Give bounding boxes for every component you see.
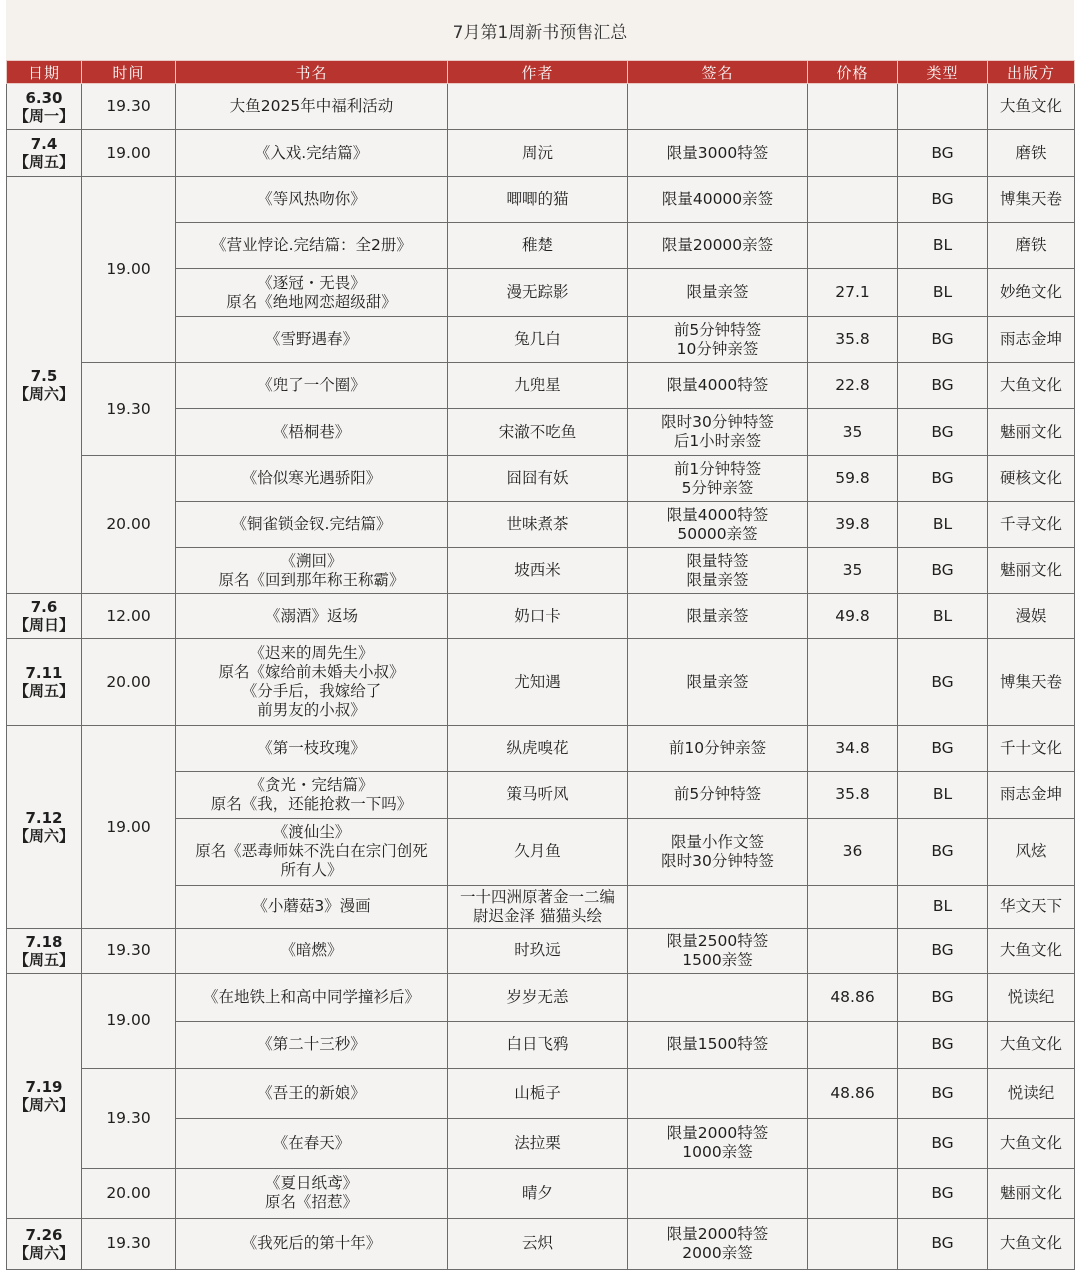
type-cell: BL xyxy=(898,772,988,818)
signature-cell: 限量亲签 xyxy=(628,594,808,639)
type-cell: BG xyxy=(898,363,988,409)
type-cell: BG xyxy=(898,317,988,363)
price-cell: 39.8 xyxy=(808,502,898,548)
date-cell: 7.18 【周五】 xyxy=(7,928,82,973)
type-cell: BG xyxy=(898,1118,988,1168)
time-cell: 19.30 xyxy=(82,928,176,973)
presale-table xyxy=(6,60,1075,1270)
signature-cell: 限量亲签 xyxy=(628,269,808,317)
table-row xyxy=(7,363,1075,409)
book-title-cell: 《第一枝玫瑰》 xyxy=(176,726,448,772)
signature-cell xyxy=(628,1168,808,1218)
price-cell xyxy=(808,928,898,973)
price-cell: 34.8 xyxy=(808,726,898,772)
book-title-cell: 《铜雀锁金钗.完结篇》 xyxy=(176,502,448,548)
price-cell xyxy=(808,130,898,177)
signature-cell: 前10分钟亲签 xyxy=(628,726,808,772)
price-cell xyxy=(808,885,898,928)
publisher-cell: 硬核文化 xyxy=(988,456,1075,502)
publisher-cell: 大鱼文化 xyxy=(988,84,1075,130)
book-title-cell: 《梧桐巷》 xyxy=(176,409,448,456)
date-cell: 7.6 【周日】 xyxy=(7,594,82,639)
publisher-cell: 悦读纪 xyxy=(988,973,1075,1021)
type-cell: BG xyxy=(898,639,988,726)
publisher-cell: 大鱼文化 xyxy=(988,928,1075,973)
col-header-price: 价格 xyxy=(808,61,898,84)
table-row xyxy=(7,639,1075,726)
price-cell: 22.8 xyxy=(808,363,898,409)
price-cell xyxy=(808,1218,898,1269)
author-cell: 稚楚 xyxy=(448,223,628,269)
book-title-cell: 《等风热吻你》 xyxy=(176,177,448,223)
table-row xyxy=(7,928,1075,973)
signature-cell: 限量4000特签 xyxy=(628,363,808,409)
author-cell: 晴夕 xyxy=(448,1168,628,1218)
col-header-publisher: 出版方 xyxy=(988,61,1075,84)
book-title-cell: 《暗燃》 xyxy=(176,928,448,973)
signature-cell: 限量小作文签 限时30分钟特签 xyxy=(628,818,808,885)
publisher-cell: 博集天卷 xyxy=(988,177,1075,223)
book-title-cell: 《在地铁上和高中同学撞衫后》 xyxy=(176,973,448,1021)
header-row xyxy=(7,61,1075,84)
publisher-cell: 魅丽文化 xyxy=(988,1168,1075,1218)
price-cell: 27.1 xyxy=(808,269,898,317)
book-title-cell: 《雪野遇春》 xyxy=(176,317,448,363)
author-cell: 岁岁无恙 xyxy=(448,973,628,1021)
publisher-cell: 魅丽文化 xyxy=(988,548,1075,594)
type-cell: BL xyxy=(898,223,988,269)
signature-cell: 前5分钟特签 xyxy=(628,772,808,818)
time-cell: 20.00 xyxy=(82,639,176,726)
author-cell: 策马听风 xyxy=(448,772,628,818)
time-cell: 19.30 xyxy=(82,363,176,456)
table-row xyxy=(7,84,1075,130)
signature-cell: 限量3000特签 xyxy=(628,130,808,177)
signature-cell: 前1分钟特签 5分钟亲签 xyxy=(628,456,808,502)
time-cell: 19.30 xyxy=(82,1218,176,1269)
author-cell: 法拉栗 xyxy=(448,1118,628,1168)
author-cell: 时玖远 xyxy=(448,928,628,973)
time-cell: 19.30 xyxy=(82,84,176,130)
page-title: 7月第1周新书预售汇总 xyxy=(6,0,1074,60)
signature-cell: 限量4000特签 50000亲签 xyxy=(628,502,808,548)
table-row xyxy=(7,177,1075,223)
book-title-cell: 《渡仙尘》 原名《恶毒师妹不洗白在宗门创死 所有人》 xyxy=(176,818,448,885)
table-row xyxy=(7,1168,1075,1218)
book-title-cell: 《第二十三秒》 xyxy=(176,1021,448,1068)
date-cell: 7.12 【周六】 xyxy=(7,726,82,928)
time-cell: 12.00 xyxy=(82,594,176,639)
col-header-author: 作者 xyxy=(448,61,628,84)
price-cell: 48.86 xyxy=(808,1068,898,1118)
price-cell xyxy=(808,1118,898,1168)
author-cell: 囧囧有妖 xyxy=(448,456,628,502)
book-title-cell: 《营业悖论.完结篇：全2册》 xyxy=(176,223,448,269)
time-cell: 19.00 xyxy=(82,973,176,1068)
author-cell: 尤知遇 xyxy=(448,639,628,726)
book-title-cell: 《兜了一个圈》 xyxy=(176,363,448,409)
signature-cell: 限量2000特签 2000亲签 xyxy=(628,1218,808,1269)
type-cell: BG xyxy=(898,973,988,1021)
type-cell: BL xyxy=(898,502,988,548)
publisher-cell: 魅丽文化 xyxy=(988,409,1075,456)
price-cell: 35.8 xyxy=(808,772,898,818)
time-cell: 20.00 xyxy=(82,1168,176,1218)
author-cell: 唧唧的猫 xyxy=(448,177,628,223)
signature-cell xyxy=(628,84,808,130)
signature-cell: 限时30分钟特签 后1小时亲签 xyxy=(628,409,808,456)
price-cell: 35 xyxy=(808,409,898,456)
author-cell: 坡西米 xyxy=(448,548,628,594)
signature-cell xyxy=(628,885,808,928)
date-cell: 7.26 【周六】 xyxy=(7,1218,82,1269)
col-header-type: 类型 xyxy=(898,61,988,84)
publisher-cell: 千十文化 xyxy=(988,726,1075,772)
type-cell: BG xyxy=(898,1218,988,1269)
col-header-book: 书名 xyxy=(176,61,448,84)
publisher-cell: 大鱼文化 xyxy=(988,1118,1075,1168)
date-cell: 7.5 【周六】 xyxy=(7,177,82,594)
publisher-cell: 悦读纪 xyxy=(988,1068,1075,1118)
book-title-cell: 《恰似寒光遇骄阳》 xyxy=(176,456,448,502)
signature-cell: 限量20000亲签 xyxy=(628,223,808,269)
date-cell: 7.19 【周六】 xyxy=(7,973,82,1218)
signature-cell xyxy=(628,973,808,1021)
table-body xyxy=(7,84,1075,1270)
book-title-cell: 《溯回》 原名《回到那年称王称霸》 xyxy=(176,548,448,594)
price-cell: 35 xyxy=(808,548,898,594)
publisher-cell: 雨志金坤 xyxy=(988,317,1075,363)
type-cell: BG xyxy=(898,1168,988,1218)
publisher-cell: 华文天下 xyxy=(988,885,1075,928)
author-cell: 久月鱼 xyxy=(448,818,628,885)
type-cell: BG xyxy=(898,409,988,456)
publisher-cell: 妙绝文化 xyxy=(988,269,1075,317)
signature-cell: 限量1500特签 xyxy=(628,1021,808,1068)
author-cell: 纵虎嗅花 xyxy=(448,726,628,772)
time-cell: 20.00 xyxy=(82,456,176,594)
publisher-cell: 磨铁 xyxy=(988,223,1075,269)
book-title-cell: 《在春天》 xyxy=(176,1118,448,1168)
type-cell: BG xyxy=(898,130,988,177)
price-cell: 59.8 xyxy=(808,456,898,502)
type-cell: BG xyxy=(898,928,988,973)
author-cell xyxy=(448,84,628,130)
book-title-cell: 《我死后的第十年》 xyxy=(176,1218,448,1269)
time-cell: 19.00 xyxy=(82,177,176,363)
type-cell: BG xyxy=(898,1068,988,1118)
price-cell xyxy=(808,223,898,269)
time-cell: 19.00 xyxy=(82,130,176,177)
date-cell: 7.11 【周五】 xyxy=(7,639,82,726)
author-cell: 九兜星 xyxy=(448,363,628,409)
publisher-cell: 磨铁 xyxy=(988,130,1075,177)
publisher-cell: 千寻文化 xyxy=(988,502,1075,548)
signature-cell: 限量亲签 xyxy=(628,639,808,726)
price-cell xyxy=(808,177,898,223)
type-cell: BG xyxy=(898,1021,988,1068)
table-row xyxy=(7,456,1075,502)
publisher-cell: 风炫 xyxy=(988,818,1075,885)
price-cell: 48.86 xyxy=(808,973,898,1021)
signature-cell: 限量特签 限量亲签 xyxy=(628,548,808,594)
book-title-cell: 《迟来的周先生》 原名《嫁给前未婚夫小叔》 《分手后，我嫁给了 前男友的小叔》 xyxy=(176,639,448,726)
book-title-cell: 《吾王的新娘》 xyxy=(176,1068,448,1118)
book-title-cell: 《小蘑菇3》漫画 xyxy=(176,885,448,928)
type-cell: BL xyxy=(898,269,988,317)
author-cell: 白日飞鸦 xyxy=(448,1021,628,1068)
author-cell: 世味煮茶 xyxy=(448,502,628,548)
author-cell: 宋澈不吃鱼 xyxy=(448,409,628,456)
table-row xyxy=(7,726,1075,772)
table-row xyxy=(7,1068,1075,1118)
type-cell xyxy=(898,84,988,130)
signature-cell: 限量2000特签 1000亲签 xyxy=(628,1118,808,1168)
author-cell: 兔几白 xyxy=(448,317,628,363)
author-cell: 云炽 xyxy=(448,1218,628,1269)
price-cell xyxy=(808,1021,898,1068)
author-cell: 周沅 xyxy=(448,130,628,177)
publisher-cell: 大鱼文化 xyxy=(988,363,1075,409)
price-cell xyxy=(808,1168,898,1218)
date-cell: 6.30 【周一】 xyxy=(7,84,82,130)
time-cell: 19.00 xyxy=(82,726,176,928)
price-cell xyxy=(808,639,898,726)
col-header-sign: 签名 xyxy=(628,61,808,84)
type-cell: BG xyxy=(898,456,988,502)
type-cell: BG xyxy=(898,548,988,594)
col-header-time: 时间 xyxy=(82,61,176,84)
book-title-cell: 大鱼2025年中福利活动 xyxy=(176,84,448,130)
type-cell: BG xyxy=(898,818,988,885)
book-title-cell: 《逐冠・无畏》 原名《绝地网恋超级甜》 xyxy=(176,269,448,317)
time-cell: 19.30 xyxy=(82,1068,176,1168)
signature-cell: 限量2500特签 1500亲签 xyxy=(628,928,808,973)
author-cell: 奶口卡 xyxy=(448,594,628,639)
signature-cell: 前5分钟特签 10分钟亲签 xyxy=(628,317,808,363)
price-cell: 35.8 xyxy=(808,317,898,363)
book-title-cell: 《夏日纸鸢》 原名《招惹》 xyxy=(176,1168,448,1218)
book-title-cell: 《入戏.完结篇》 xyxy=(176,130,448,177)
table-row xyxy=(7,973,1075,1021)
price-cell: 49.8 xyxy=(808,594,898,639)
type-cell: BL xyxy=(898,885,988,928)
table-row xyxy=(7,594,1075,639)
table-row xyxy=(7,1218,1075,1269)
author-cell: 山栀子 xyxy=(448,1068,628,1118)
date-cell: 7.4 【周五】 xyxy=(7,130,82,177)
col-header-date: 日期 xyxy=(7,61,82,84)
publisher-cell: 大鱼文化 xyxy=(988,1021,1075,1068)
author-cell: 一十四洲原著金一二编 尉迟金泽 猫猫头绘 xyxy=(448,885,628,928)
price-cell: 36 xyxy=(808,818,898,885)
publisher-cell: 博集天卷 xyxy=(988,639,1075,726)
author-cell: 漫无踪影 xyxy=(448,269,628,317)
publisher-cell: 雨志金坤 xyxy=(988,772,1075,818)
book-title-cell: 《溺酒》返场 xyxy=(176,594,448,639)
signature-cell xyxy=(628,1068,808,1118)
publisher-cell: 漫娱 xyxy=(988,594,1075,639)
publisher-cell: 大鱼文化 xyxy=(988,1218,1075,1269)
table-row xyxy=(7,130,1075,177)
book-title-cell: 《贪光・完结篇》 原名《我，还能抢救一下吗》 xyxy=(176,772,448,818)
type-cell: BG xyxy=(898,177,988,223)
type-cell: BG xyxy=(898,726,988,772)
price-cell xyxy=(808,84,898,130)
signature-cell: 限量40000亲签 xyxy=(628,177,808,223)
type-cell: BL xyxy=(898,594,988,639)
